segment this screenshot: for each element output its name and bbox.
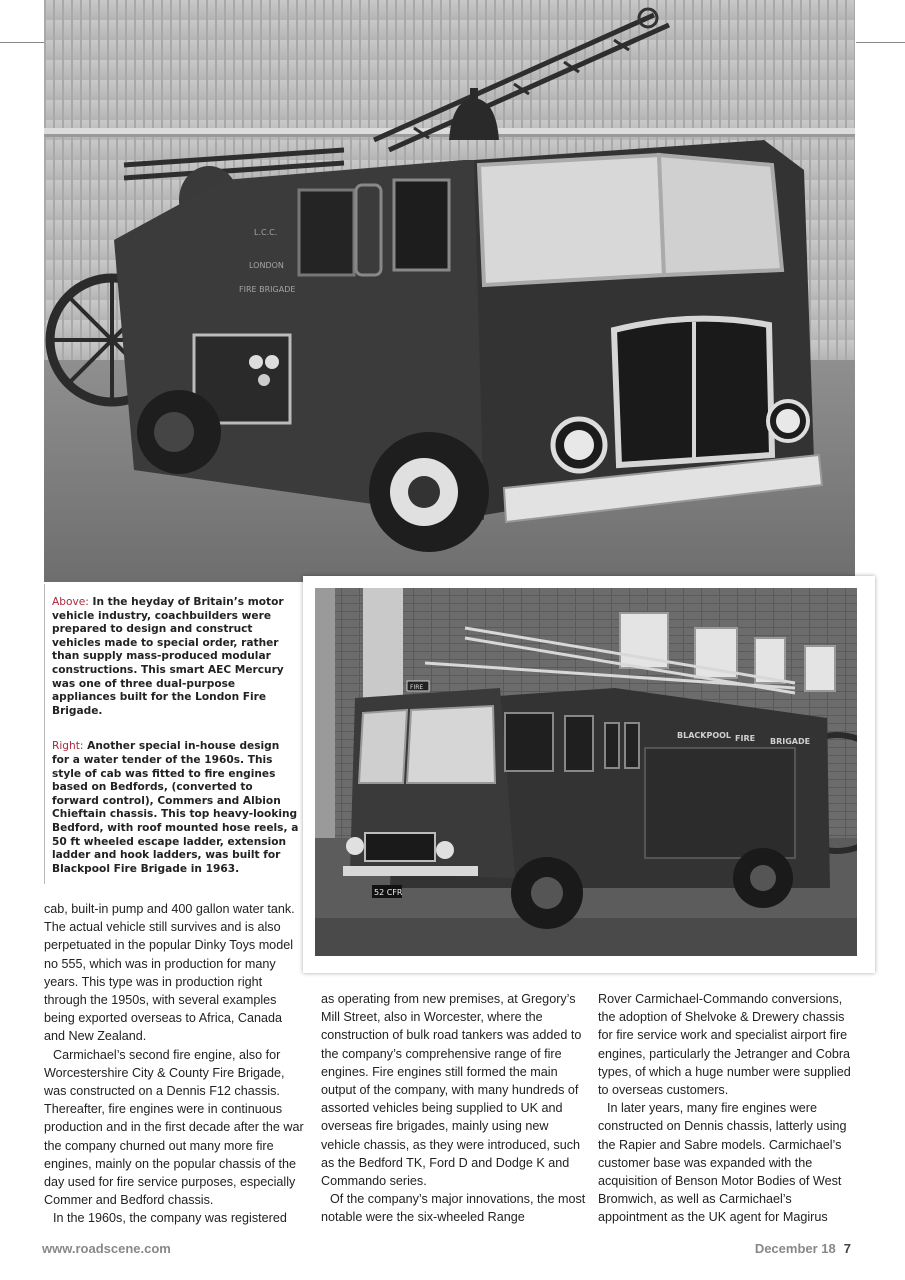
paragraph: as operating from new premises, at Gregory’s Mill Street, also in Worcester, where the construction of bulk road tankers was added to the company’s comprehensive range of fire engines. Fire engines still formed the main output of the company, with many hundreds of assorted vehicles being supplied to UK and overseas fire brigades, mainly using new vehicle chassis, as they were introduced, such as the Bedford TK, Ford D and Dodge K and Commando series. (321, 992, 582, 1189)
paragraph: Carmichael’s second fire engine, also for Worcestershire City & County Fire Brigade, was constructed on a Dennis F12 chassis. Thereafter, fire engines were in continuous production and in the first decade after the war the company churned out many more fire engines, mainly on the popular chassis of the day used for fire service purposes, especially Commer and Bedford chassis. (44, 1047, 304, 1208)
caption-above-text: In the heyday of Britain’s motor vehicle industry, coachbuilders were prepared to design and construct vehicles made to special order, rather than supply mass-produced modular constructions. This smart AEC Mercury was one of three dual-purpose appliances built for the London Fire Brigade. (52, 596, 284, 717)
caption-above (52, 596, 299, 718)
photo-aec-mercury (44, 0, 855, 582)
body-column-3 (598, 990, 860, 1227)
blackpool-lettering: BLACKPOOL (677, 731, 732, 740)
caption-box (44, 584, 299, 884)
caption-right-text: Another special in-house design for a water tender of the 1960s. This style of cab was fitted to fire engines based on Bedfords, (converted to forward control), Commers and Albion Chieftain chassis. This top heavy-looking Bedford, with roof mounted hose reels, a 50 ft wheeled escape ladder, extension ladder and hook ladders, was built for Blackpool Fire Brigade in 1963. (52, 740, 299, 875)
paragraph: In later years, many fire engines were constructed on Dennis chassis, latterly using the Rapier and Sabre models. Carmichael’s customer base was expanded with the acquisition of Benson Motor Bodies of West Bromwich, as well as Carmichael’s appointment as the UK agent for Magirus (598, 1101, 847, 1225)
paragraph: cab, built-in pump and 400 gallon water tank. The actual vehicle still survives and is also perpetuated in the popular Dinky Toys model no 555, which was in production for many years. This type was in production right through the 1950s, with several examples being exported overseas to Africa, Canada and New Zealand. (44, 902, 295, 1044)
fire-lettering: FIRE (735, 734, 756, 743)
header-rule-left (0, 42, 44, 43)
registration-plate: 52 CFR (374, 888, 403, 897)
page-number: 7 (843, 1241, 851, 1256)
brigade-lettering: BRIGADE (770, 737, 811, 746)
paragraph: Of the company’s major innovations, the most notable were the six-wheeled Range (321, 1192, 586, 1225)
photo-blackpool-bedford-frame (303, 576, 875, 973)
fire-brigade-lettering: FIRE BRIGADE (239, 285, 296, 294)
footer-issue-date: December 18 (754, 1241, 836, 1256)
photo-blackpool-bedford (315, 588, 857, 956)
header-rule-right (856, 42, 905, 43)
caption-right (52, 740, 299, 876)
footer-issue (755, 1241, 851, 1256)
paragraph: In the 1960s, the company was registered (53, 1211, 287, 1226)
lcc-lettering: L.C.C. (254, 228, 278, 237)
paragraph: Rover Carmichael-Commando conversions, the adoption of Shelvoke & Drewery chassis for fire service work and specialist airport fire engines, particularly the Jetranger and Cobra types, of which a huge number were supplied to overseas customers. (598, 992, 851, 1098)
london-lettering: LONDON (249, 261, 284, 270)
caption-right-tag: Right: (52, 740, 84, 753)
footer-website[interactable]: www.roadscene.com (42, 1241, 171, 1256)
caption-above-tag: Above: (52, 596, 89, 608)
roof-fire-sign: FIRE (410, 684, 424, 691)
body-column-1 (44, 900, 304, 1228)
body-column-2 (321, 990, 587, 1227)
